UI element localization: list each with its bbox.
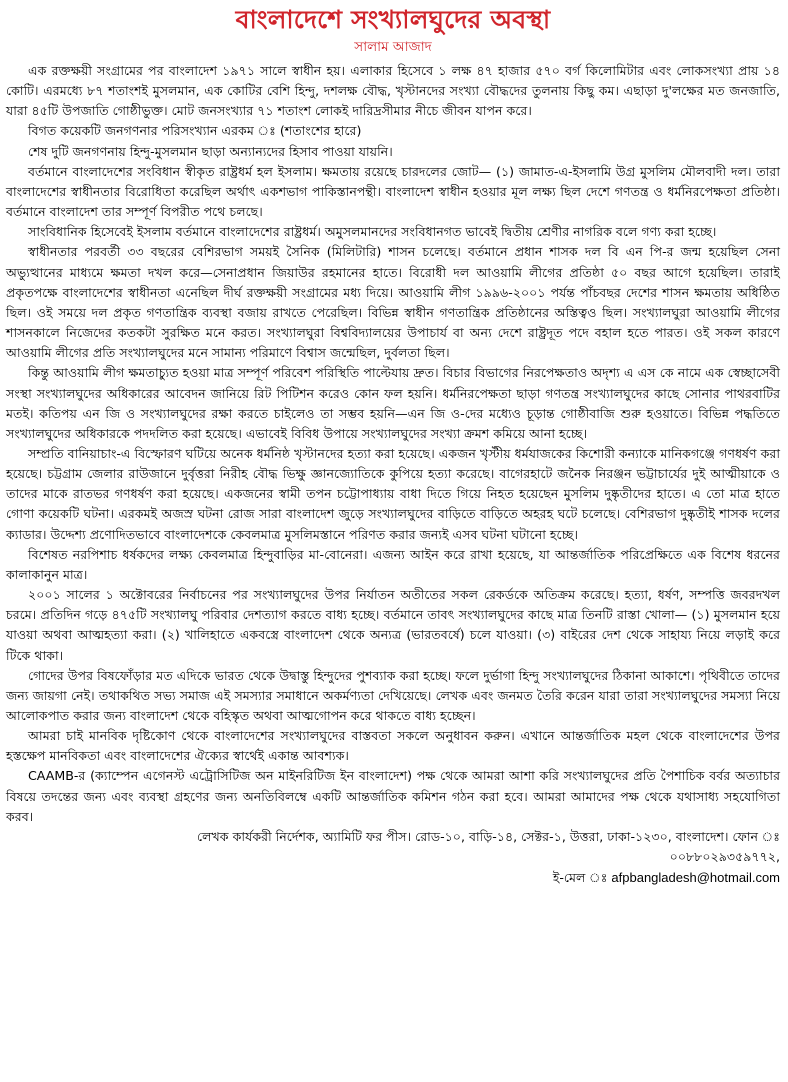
paragraph: কিন্তু আওয়ামি লীগ ক্ষমতাচ্যুত হওয়া মাত্র সম্পূর্ণ পরিবেশ পরিস্থিতি পাল্টেযায় দ্রুত। বিচার বিভাগের নিরপেক্ষতাও অদৃশ্য এ এস কে নামে এক স্বেচ্ছাসেবী সংস্থা সংখ্যালঘুদের অধিকারের আবেদন জানিয়ে রিট পিটিশন করেও কোন ফল হয়নি। ধর্মনিরপেক্ষতা ছাড়া গণতন্ত্র সংখ্যালঘুদের কাছে সোনার পাথরবাটির মতই। কতিপয় এন জি ও সংখ্যালঘুদের রক্ষা করতে চাইলেও তা সম্ভব হয়নি—এন জি ও-দের মধ্যেও চূড়ান্ত গোষ্ঠীবাজি শুরু হওয়াতে। বিভিন্ন পদ্ধতিতে সংখ্যালঘুদের অধিকারকে পদদলিত করা হয়েছে। এভাবেই বিবিধ উপায়ে সংখ্যালঘুদের সংখ্যা ক্রমশ কমিয়ে আনা হচ্ছে। (6, 365, 780, 441)
paragraph: শেষ দুটি জনগণনায় হিন্দু-মুসলমান ছাড়া অন্যান্যদের হিসাব পাওয়া যায়নি। (28, 143, 393, 159)
paragraph: ২০০১ সালের ১ অক্টোবরের নির্বাচনের পর সংখ্যালঘুদের উপর নির্যাতন অতীতের সকল রেকর্ডকে অতিক্রম করেছে। হত্যা, ধর্ষণ, সম্পত্তি জবরদখল চরমে। প্রতিদিন গড়ে ৪৭৫টি সংখ্যালঘু পরিবার দেশত্যাগ করতে বাধ্য হচ্ছে। বর্তমানে তাবৎ সংখ্যালঘুদের কাছে মাত্র তিনটি রাস্তা খোলা— (১) মুসলমান হয়ে যাওয়া অথবা আত্মহত্যা করা। (২) খালিহাতে একবস্ত্রে বাংলাদেশ থেকে অন্যত্র (ভারতবর্ষে) চলে যাওয়া। (৩) বাইরের দেশ থেকে সাহায্য নিয়ে লড়াই করে টিকে থাকা। (6, 587, 780, 663)
author-footer (6, 827, 780, 889)
paragraph: এক রক্তক্ষয়ী সংগ্রামের পর বাংলাদেশ ১৯৭১ সালে স্বাধীন হয়। এলাকার হিসেবে ১ লক্ষ ৪৭ হাজার ৫৭০ বর্গ কিলোমিটার এবং লোকসংখ্যা প্রায় ১৪ কোটি। এরমধ্যে ৮৭ শতাংশই মুসলমান, এক কোটির বেশি হিন্দু, দশলক্ষ বৌদ্ধ, খৃস্টানদের সংখ্যা বৌদ্ধদের তুলনায় কিছু কম। এছাড়া দু'লক্ষের মত জনজাতি, যারা ৪৫টি উপজাতি গোষ্ঠীভুক্ত। মোট জনসংখ্যার ৭১ শতাংশ লোকই দারিদ্রসীমার নীচে জীবন যাপন করে। (6, 63, 780, 119)
paragraph: আমরা চাই মানবিক দৃষ্টিকোণ থেকে বাংলাদেশের সংখ্যালঘুদের বাস্তবতা সকলে অনুধাবন করুন। এখানে আন্তর্জাতিক মহল থেকে বাংলাদেশের উপর হস্তক্ষেপ মানবিকতা এবং বাংলাদেশের ঐক্যের স্বার্থেই একান্ত আবশ্যক। (6, 728, 780, 764)
article-page (0, 4, 788, 1082)
paragraph: স্বাধীনতার পরবর্তী ৩৩ বছরের বেশিরভাগ সময়ই সৈনিক (মিলিটারি) শাসন চলেছে। বর্তমানে প্রধান শাসক দল বি এন পি-র জন্ম হয়েছিল সেনা অভ্যুত্থানের মাধ্যমে ক্ষমতা দখল করে—সেনাপ্রধান জিয়াউর রহমানের হাতে। বিরোধী দল আওয়ামি লীগের প্রতিষ্ঠা ৫০ বছর আগে হয়েছিল। তারাই প্রকৃতপক্ষে বাংলাদেশের স্বাধীনতা এনেছিল দীর্ঘ রক্তক্ষয়ী সংগ্রামের মধ্য দিয়ে। আওয়ামি লীগ ১৯৯৬-২০০১ পর্যন্ত পাঁচবছর দেশের শাসন ক্ষমতায় অধিষ্ঠিত ছিল। ওই সময়ে দল প্রকৃত গণতান্ত্রিক ব্যবস্থা বজায় রাখতে পেরেছিল। বিভিন্ন স্বাধীন গণতান্ত্রিক প্রতিষ্ঠানের অস্তিত্বও ছিল। সংখ্যালঘুরা আওয়ামি লীগের শাসনকালে নিজেদের কতকটা সুরক্ষিত মনে করত। সংখ্যালঘুরা বিশ্ববিদ্যালয়ের উপাচার্য বা অন্য দেশে রাষ্ট্রদূত পদে বহাল হতে পারত। ওই সকল কারণে আওয়ামি লীগের প্রতি সংখ্যালঘুদের মনে সামান্য পরিমাণে বিশ্বাস জন্মেছিল, দুর্বলতা ছিল। (6, 244, 780, 361)
article-body (6, 61, 780, 827)
paragraph: বিগত কয়েকটি জনগণনার পরিসংখ্যান এরকম ঃ (শতাংশের হারে) (28, 123, 362, 139)
author-address: লেখক কার্যকরী নির্দেশক, অ্যামিটি ফর পীস। রোড-১০, বাড়ি-১৪, সেক্টর-১, উত্তরা, ঢাকা-১২৩০, বাংলাদেশ। ফোন ঃ (197, 828, 780, 844)
paragraph: বিশেষত নরপিশাচ ধর্ষকদের লক্ষ্য কেবলমাত্র হিন্দুবাড়ির মা-বোনেরা। এজন্য আইন করে রাখা হয়েছে, যা আন্তর্জাতিক পরিপ্রেক্ষিতে এক বিশেষ ধরনের কালাকানুন মাত্র। (6, 546, 780, 582)
paragraph: গোদের উপর বিষফোঁড়ার মত এদিকে ভারত থেকে উদ্বাস্তু হিন্দুদের পুশব্যাক করা হচ্ছে। ফলে দুর্ভাগা হিন্দু সংখ্যালঘুদের ঠিকানা আকাশে। পৃথিবীতে তাদের জন্য জায়গা নেই। তথাকথিত সভ্য সমাজ এই সমস্যার সমাধানে অকর্মণ্যতা দেখিয়েছে। লেখক এবং জনমত তৈরি করেন যারা তারা সংখ্যালঘুদের সমস্যা নিয়ে আলোকপাত করার জন্য বাংলাদেশ থেকে বহিস্কৃত অথবা আত্মগোপন করে থাকতে বাধ্য হচ্ছেন। (6, 667, 780, 723)
email-address[interactable]: afpbangladesh@hotmail.com (611, 869, 780, 885)
email-line (6, 868, 780, 889)
paragraph: সাংবিধানিক হিসেবেই ইসলাম বর্তমানে বাংলাদেশের রাষ্ট্রধর্ম। অমুসলমানদের সংবিধানগত ভাবেই দ্বিতীয় শ্রেণীর নাগরিক বলে গণ্য করা হচ্ছে। (28, 224, 717, 240)
article-author: সালাম আজাদ (354, 39, 432, 55)
paragraph: সম্প্রতি বানিয়াচাং-এ বিস্ফোরণ ঘটিয়ে অনেক ধর্মনিষ্ঠ খৃস্টানদের হত্যা করা হয়েছে। একজন খৃস্টীয় ধর্মযাজকের কিশোরী কন্যাকে মানিকগঞ্জে গণধর্ষণ করা হয়েছে। চট্টগ্রাম জেলার রাউজানে দুর্বৃত্তরা নিরীহ বৌদ্ধ ভিক্ষু জ্ঞানজ্যোতিকে কুপিয়ে হত্যা করেছে। বাগেরহাটে জনৈক নিরঞ্জন ভট্টাচার্যের দুই আত্মীয়াকে ও তাদের মাকে রাতভর গণধর্ষণ করা হয়েছে। একজনের স্বামী তপন চট্টোপাধ্যায় বাধা দিতে গিয়ে নিহত হয়েছেন মুসলিম দুষ্কৃতীদের হাতে। এ তো মাত্র হাতে গোণা কয়েকটি ঘটনা। এরকমই অজস্র ঘটনা রোজ সারা বাংলাদেশ জুড়ে সংখ্যালঘুদের বাড়িতে বাড়িতে অহরহ ঘটে চলেছে। বেশিরভাগ দুষ্কৃতীই শাসক দলের ক্যাডার। উদ্দেশ্য প্রণোদিতভাবে বাংলাদেশকে কেবলমাত্র মুসলিমস্তানে পরিণত করার জন্যই এসব ঘটনা ঘটানো হচ্ছে। (6, 445, 780, 542)
article-title: বাংলাদেশে সংখ্যালঘুদের অবস্থা (235, 5, 551, 34)
phone-number: ০০৮৮০২৯৩৫৯৭৭২, (669, 849, 780, 865)
paragraph: বর্তমানে বাংলাদেশের সংবিধান স্বীকৃত রাষ্ট্রধর্ম হল ইসলাম। ক্ষমতায় রয়েছে চারদলের জোট— (১) জামাত-এ-ইসলামি উগ্র মুসলিম মৌলবাদী দল। তারা বাংলাদেশের স্বাধীনতার বিরোধিতা করেছিল অর্থাৎ একশভাগ পাকিস্তানপন্থী। বাংলাদেশ স্বাধীন হওয়ার মূল লক্ষ্য ছিল দেশে গণতন্ত্র ও ধর্মনিরপেক্ষতা প্রতিষ্ঠা। বর্তমানে বাংলাদেশ তার সম্পূর্ণ বিপরীত পথে চলছে। (6, 163, 780, 220)
email-label: ই-মেল ঃ (552, 869, 608, 885)
paragraph: CAAMB-র (ক্যাম্পেন এগেনস্ট এট্রোসিটিজ অন মাইনরিটিজ ইন বাংলাদেশ) পক্ষ থেকে আমরা আশা করি সংখ্যালঘুদের প্রতি পৈশাচিক বর্বর অত্যাচার বিষয়ে তদন্তের জন্য এবং ব্যবস্থা গ্রহণের জন্য অনতিবিলম্বে একটি আন্তর্জাতিক কমিশন গঠন করা হবে। আমরা আমাদের পক্ষ থেকে যথাসাধ্য সহযোগিতা করব। (6, 768, 780, 824)
